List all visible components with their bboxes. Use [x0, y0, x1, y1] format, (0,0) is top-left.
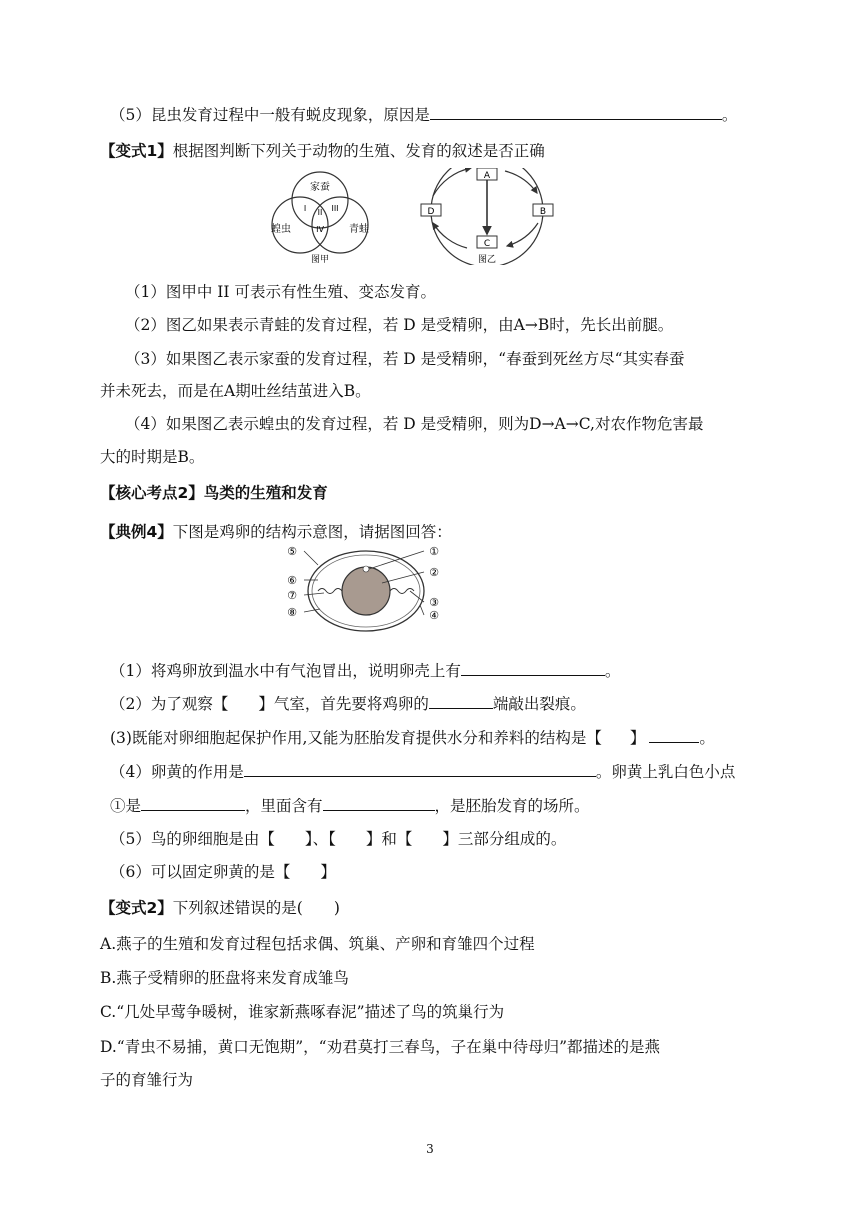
example4-question-5 — [110, 828, 566, 850]
variant1-item-3-cont: 并未死去，而是在A期吐丝结茧进入B。 — [100, 382, 371, 400]
answer-blank[interactable] — [649, 726, 699, 743]
variant2-heading — [100, 897, 340, 919]
example4-heading — [100, 521, 452, 543]
chalaza-left — [318, 589, 342, 594]
leader-4 — [420, 605, 424, 615]
q4-text-b: 。卵黄上乳白色小点 — [595, 763, 736, 781]
leader-3 — [410, 591, 424, 602]
variant1-heading — [100, 140, 545, 162]
q2-text-a: （2）为了观察【 — [110, 695, 229, 713]
q2-text-c: 端敲出裂痕。 — [492, 695, 586, 713]
cycle-label-d: D — [427, 207, 435, 217]
q4-text-d: ，里面含有 — [245, 797, 323, 815]
variant1-text: 根据图判断下列关于动物的生殖、发育的叙述是否正确 — [172, 142, 545, 160]
egg-label-6: ⑥ — [287, 574, 297, 587]
yolk — [342, 567, 390, 615]
option-d-cont: 子的育雏行为 — [100, 1071, 194, 1089]
example4-question-4 — [110, 760, 735, 783]
variant2-text: 下列叙述错误的是( ) — [172, 899, 340, 917]
egg-structure-diagram — [282, 543, 448, 635]
q3-text-b: 】 — [629, 729, 646, 747]
option-c[interactable]: C.“几处早莺争暖树，谁家新燕啄春泥”描述了鸟的筑巢行为 — [100, 1003, 505, 1021]
example4-question-4-cont — [110, 794, 590, 817]
venn-circle-top — [292, 172, 348, 228]
section2-title: 【核心考点2】鸟类的生殖和发育 — [100, 484, 328, 502]
q6-text-a: （6）可以固定卵黄的是【 — [110, 863, 291, 881]
answer-blank[interactable] — [141, 794, 245, 811]
answer-blank[interactable] — [323, 794, 435, 811]
q2-text-b: 】气室，首先要将鸡卵的 — [258, 695, 429, 713]
variant1-item-4: （4）如果图乙表示蝗虫的发育过程，若 D 是受精卵，则为D→A→C,对农作物危害最 — [125, 415, 704, 433]
example4-question-6 — [110, 861, 336, 883]
option-b[interactable]: B.燕子受精卵的胚盘将来发育成雏鸟 — [100, 969, 349, 987]
answer-blank[interactable] — [244, 760, 596, 777]
option-d[interactable]: D.“青虫不易捕，黄口无饱期”，“劝君莫打三春鸟，子在巢中待母归”都描述的是燕 — [100, 1038, 661, 1056]
venn-label-right: 青蛙 — [349, 224, 369, 235]
cycle-label-a: A — [483, 171, 491, 181]
q3-text-a: (3)既能对卵细胞起保护作用,又能为胚胎发育提供水分和养料的结构是【 — [110, 729, 602, 747]
question-5 — [110, 103, 737, 126]
answer-blank[interactable] — [429, 692, 493, 709]
q4-text-e: ，是胚胎发育的场所。 — [434, 797, 590, 815]
venn-label-top: 家蚕 — [310, 182, 330, 193]
venn-region-2: II — [317, 208, 323, 217]
variant1-item-3: （3）如果图乙表示家蚕的发育过程，若 D 是受精卵，“春蚕到死丝方尽“其实春蚕 — [125, 350, 685, 368]
egg-label-3: ③ — [429, 596, 439, 609]
germinal-disc — [363, 566, 369, 572]
page-number: 3 — [426, 1142, 434, 1156]
venn-diagram — [245, 170, 395, 265]
variant1-item-4-cont: 大的时期是B。 — [100, 448, 205, 466]
leader-7 — [304, 593, 324, 595]
q1-end: 。 — [604, 662, 621, 680]
cycle-caption: 图乙 — [477, 255, 497, 265]
venn-label-left: 蝗虫 — [271, 224, 291, 235]
example4-question-1 — [110, 659, 620, 682]
q5-text-d: 】三部分组成的。 — [442, 830, 567, 848]
leader-8 — [304, 609, 320, 612]
q5-text-b: 】、【 — [304, 830, 336, 848]
question-text: （5）昆虫发育过程中一般有蜕皮现象，原因是 — [110, 106, 430, 124]
leader-5 — [304, 551, 318, 565]
q3-end: 。 — [699, 729, 715, 747]
venn-region-1: I — [303, 204, 307, 213]
example4-tag: 【典例4】 — [100, 523, 173, 541]
arrow-c-d — [433, 223, 467, 248]
egg-label-2: ② — [429, 566, 439, 579]
answer-blank[interactable] — [461, 659, 605, 676]
egg-label-4: ④ — [429, 609, 439, 622]
q1-text: （1）将鸡卵放到温水中有气泡冒出，说明卵壳上有 — [110, 662, 461, 680]
leader-1 — [369, 551, 424, 569]
cycle-label-b: B — [539, 207, 547, 217]
egg-label-5: ⑤ — [287, 545, 297, 558]
leader-2 — [382, 572, 424, 583]
arrow-a-b — [505, 171, 537, 193]
q6-text-b: 】 — [320, 863, 336, 881]
question-end: 。 — [721, 106, 738, 124]
egg-label-8: ⑧ — [287, 606, 297, 619]
egg-label-1: ① — [429, 545, 439, 558]
cycle-label-c: C — [483, 239, 491, 249]
answer-blank[interactable] — [430, 103, 722, 120]
variant2-tag: 【变式2】 — [100, 899, 173, 917]
variant1-item-2: （2）图乙如果表示青蛙的发育过程，若 D 是受精卵，由A→B时，先长出前腿。 — [125, 316, 674, 334]
venn-region-4: IV — [316, 225, 324, 234]
example4-text: 下图是鸡卵的结构示意图，请据图回答： — [172, 523, 452, 541]
q4-text-a: （4）卵黄的作用是 — [110, 763, 244, 781]
cycle-diagram — [415, 168, 565, 265]
q5-text-a: （5）鸟的卵细胞是由【 — [110, 830, 275, 848]
example4-question-3 — [110, 726, 715, 749]
variant1-tag: 【变式1】 — [100, 142, 173, 160]
option-a[interactable]: A.燕子的生殖和发育过程包括求偶、筑巢、产卵和育雏四个过程 — [100, 935, 535, 953]
venn-caption: 图甲 — [310, 255, 330, 265]
venn-region-3: III — [331, 204, 339, 213]
example4-question-2 — [110, 692, 586, 715]
q5-text-c: 】和【 — [365, 830, 413, 848]
q4-text-c: ①是 — [110, 797, 142, 815]
variant1-item-1: （1）图甲中 II 可表示有性生殖、变态发育。 — [125, 283, 436, 301]
egg-label-7: ⑦ — [287, 589, 297, 602]
